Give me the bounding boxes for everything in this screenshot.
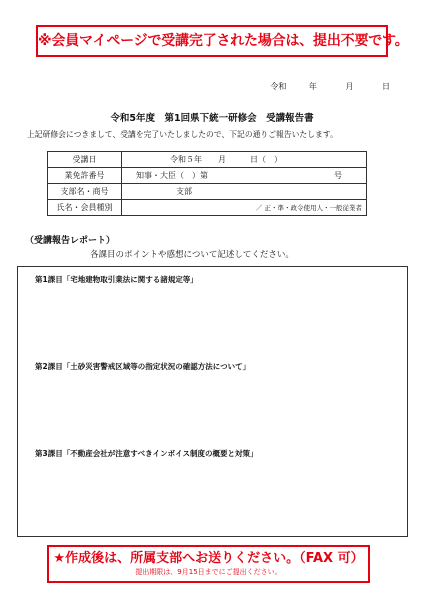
name-field[interactable] [122,200,367,216]
branch-field[interactable] [122,184,367,200]
date-era: 令和 [270,82,287,91]
report-box[interactable] [17,266,408,537]
attendance-field[interactable] [122,152,367,168]
document-title: 令和5年度 第1回県下統一研修会 受講報告書 [110,113,314,124]
license-label: 業免許番号 [48,168,122,184]
date-line [270,81,390,92]
info-table [47,151,367,216]
branch-row [48,184,367,200]
license-row [48,168,367,184]
course-1-title: 第1課目「宅地建物取引業法に関する諸規定等」 [35,275,198,284]
attendance-value: 令和５年 月 日（ ） [170,155,282,164]
attendance-row [48,152,367,168]
date-year: 年 [308,82,317,91]
license-suffix: 号 [334,171,342,180]
date-day: 日 [382,82,390,91]
report-instruction: 各課目のポイントや感想について記述してください。 [90,250,294,260]
attendance-label: 受講日 [48,152,122,168]
license-field[interactable] [122,168,367,184]
bottom-notice-main: ★作成後は、所属支部へお送りください。（FAX 可） [53,551,364,566]
course-2-title: 第2課目「土砂災害警戒区域等の指定状況の確認方法について」 [35,362,251,371]
member-type-options: ／ 正・準・政令使用人・一般従業者 [255,204,362,212]
report-heading: （受講報告レポート） [25,236,116,246]
intro-text: 上記研修会につきまして、受講を完了いたしましたので、下記の通りご報告いたします。 [27,130,338,139]
bottom-notice [47,545,370,583]
bottom-notice-deadline: 提出期限は、9月15日までにご提出ください。 [135,568,282,576]
branch-label: 支部名・商号 [48,184,122,200]
name-row [48,200,367,216]
date-month: 月 [345,82,354,91]
name-label: 氏名・会員種別 [48,200,122,216]
course-3-title: 第3課目「不動産会社が注意すべきインボイス制度の概要と対策」 [35,449,258,458]
top-notice: ※会員マイページで受講完了された場合は、提出不要です。 [36,25,388,57]
license-value: 知事・大臣（ ）第 [136,171,208,180]
branch-value: 支部 [176,187,192,196]
